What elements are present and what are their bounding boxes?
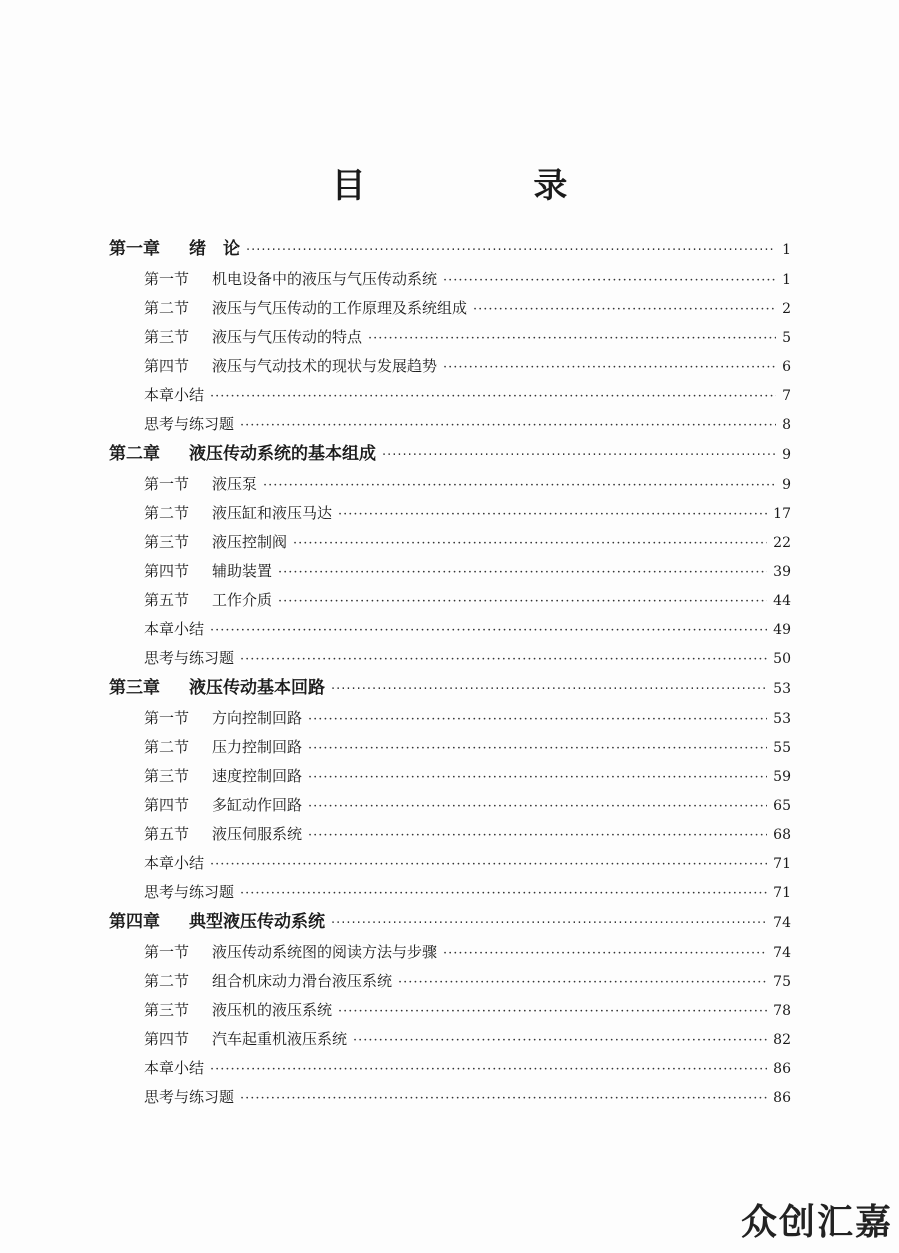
toc-entry-number: 第一节: [144, 709, 190, 727]
toc-entry-number: 第三节: [144, 1001, 190, 1019]
toc-entry-title: 液压与气压传动的工作原理及系统组成: [212, 299, 468, 317]
toc-entry-number: 第四节: [144, 562, 190, 580]
dot-leader: [398, 968, 767, 997]
toc-entry-title: 辅助装置: [212, 562, 273, 580]
toc-entry-title: 多缸动作回路: [212, 796, 303, 814]
dot-leader: [308, 763, 767, 792]
toc-chapter-row[interactable]: [109, 673, 791, 704]
toc-entry-title: 液压缸和液压马达: [212, 504, 333, 522]
toc-entry-title: 思考与练习题: [144, 649, 235, 667]
toc-section-row[interactable]: [109, 938, 791, 967]
dot-leader: [443, 353, 776, 382]
toc-page-number: 39: [773, 564, 791, 580]
dot-leader: [210, 850, 767, 879]
toc-page-number: 55: [773, 740, 791, 756]
dot-leader: [240, 879, 767, 908]
toc-section-row[interactable]: [109, 1054, 791, 1083]
toc-section-row[interactable]: [109, 704, 791, 733]
toc-entry-number: 第一节: [144, 270, 190, 288]
toc-page-number: 53: [773, 681, 791, 697]
toc-page-number: 86: [773, 1061, 791, 1077]
toc-page-number: 7: [782, 388, 791, 404]
dot-leader: [308, 734, 767, 763]
toc-entry-title: 汽车起重机液压系统: [212, 1030, 348, 1048]
toc-page-number: 1: [782, 272, 791, 288]
toc-section-row[interactable]: [109, 967, 791, 996]
toc-entry-number: 第五节: [144, 591, 190, 609]
toc-page-number: 74: [773, 945, 791, 961]
toc-page-number: 1: [782, 242, 791, 258]
dot-leader: [338, 500, 767, 529]
toc-entry-title: 液压与气压传动的特点: [212, 328, 363, 346]
toc-entry-title: 典型液压传动系统: [189, 912, 325, 932]
toc-section-row[interactable]: [109, 733, 791, 762]
toc-section-row[interactable]: [109, 615, 791, 644]
dot-leader: [473, 295, 776, 324]
toc-entry-title: 本章小结: [144, 854, 205, 872]
toc-page-number: 17: [773, 506, 791, 522]
toc-page-number: 68: [773, 827, 791, 843]
toc-section-row[interactable]: [109, 762, 791, 791]
dot-leader: [240, 411, 776, 440]
dot-leader: [331, 908, 767, 939]
toc-entry-title: 思考与练习题: [144, 1088, 235, 1106]
dot-leader: [240, 1084, 767, 1113]
toc-entry-title: 绪 论: [189, 239, 240, 259]
toc-entry-title: 思考与练习题: [144, 883, 235, 901]
toc-section-row[interactable]: [109, 996, 791, 1025]
table-of-contents: [109, 234, 791, 1112]
toc-section-row[interactable]: [109, 499, 791, 528]
toc-entry-number: 第四节: [144, 796, 190, 814]
toc-section-row[interactable]: [109, 410, 791, 439]
toc-section-row[interactable]: [109, 644, 791, 673]
toc-section-row[interactable]: [109, 265, 791, 294]
toc-entry-title: 液压与气动技术的现状与发展趋势: [212, 357, 438, 375]
dot-leader: [246, 235, 776, 266]
toc-entry-number: 第三节: [144, 767, 190, 785]
toc-entry-number: 第二节: [144, 299, 190, 317]
toc-entry-title: 本章小结: [144, 1059, 205, 1077]
toc-page-number: 59: [773, 769, 791, 785]
toc-page-number: 74: [773, 915, 791, 931]
dot-leader: [308, 792, 767, 821]
toc-section-row[interactable]: [109, 323, 791, 352]
dot-leader: [293, 529, 767, 558]
toc-entry-number: 第二章: [109, 444, 160, 464]
page-title: 目 录: [331, 166, 646, 206]
toc-section-row[interactable]: [109, 878, 791, 907]
toc-section-row[interactable]: [109, 1083, 791, 1112]
toc-entry-number: 第四节: [144, 1030, 190, 1048]
toc-page-number: 2: [782, 301, 791, 317]
toc-section-row[interactable]: [109, 791, 791, 820]
toc-entry-title: 本章小结: [144, 386, 205, 404]
dot-leader: [308, 705, 767, 734]
dot-leader: [382, 440, 776, 471]
toc-section-row[interactable]: [109, 381, 791, 410]
dot-leader: [338, 997, 767, 1026]
toc-page-number: 75: [773, 974, 791, 990]
toc-entry-title: 液压传动基本回路: [189, 678, 325, 698]
dot-leader: [263, 471, 776, 500]
toc-entry-number: 第四章: [109, 912, 160, 932]
toc-entry-title: 压力控制回路: [212, 738, 303, 756]
toc-entry-number: 第一节: [144, 943, 190, 961]
toc-entry-number: 第五节: [144, 825, 190, 843]
toc-section-row[interactable]: [109, 294, 791, 323]
toc-page-number: 44: [773, 593, 791, 609]
toc-section-row[interactable]: [109, 470, 791, 499]
toc-entry-title: 液压控制阀: [212, 533, 288, 551]
dot-leader: [331, 674, 767, 705]
toc-entry-number: 第一节: [144, 475, 190, 493]
toc-entry-number: 第三节: [144, 328, 190, 346]
toc-section-row[interactable]: [109, 586, 791, 615]
toc-page-number: 71: [773, 856, 791, 872]
toc-page-number: 65: [773, 798, 791, 814]
toc-entry-number: 第二节: [144, 504, 190, 522]
toc-section-row[interactable]: [109, 352, 791, 381]
dot-leader: [278, 587, 767, 616]
toc-entry-title: 液压泵: [212, 475, 258, 493]
toc-entry-title: 液压传动系统图的阅读方法与步骤: [212, 943, 438, 961]
toc-page-number: 6: [782, 359, 791, 375]
toc-entry-title: 液压机的液压系统: [212, 1001, 333, 1019]
toc-entry-number: 第二节: [144, 972, 190, 990]
toc-entry-title: 机电设备中的液压与气压传动系统: [212, 270, 438, 288]
toc-entry-number: 第三章: [109, 678, 160, 698]
toc-page-number: 78: [773, 1003, 791, 1019]
toc-page-number: 8: [782, 417, 791, 433]
toc-entry-title: 液压传动系统的基本组成: [189, 444, 376, 464]
toc-section-row[interactable]: [109, 849, 791, 878]
dot-leader: [210, 382, 776, 411]
dot-leader: [443, 266, 776, 295]
dot-leader: [210, 1055, 767, 1084]
toc-chapter-row[interactable]: [109, 907, 791, 938]
dot-leader: [210, 616, 767, 645]
toc-page-number: 50: [773, 651, 791, 667]
toc-page-number: 9: [782, 447, 791, 463]
toc-entry-title: 工作介质: [212, 591, 273, 609]
toc-page-number: 71: [773, 885, 791, 901]
toc-entry-number: 第三节: [144, 533, 190, 551]
dot-leader: [353, 1026, 767, 1055]
toc-page-number: 49: [773, 622, 791, 638]
toc-entry-number: 第一章: [109, 239, 160, 259]
toc-page-number: 9: [782, 477, 791, 493]
toc-section-row[interactable]: [109, 1025, 791, 1054]
toc-entry-title: 组合机床动力滑台液压系统: [212, 972, 393, 990]
toc-section-row[interactable]: [109, 820, 791, 849]
dot-leader: [368, 324, 776, 353]
toc-entry-title: 思考与练习题: [144, 415, 235, 433]
toc-chapter-row[interactable]: [109, 234, 791, 265]
toc-page-number: 86: [773, 1090, 791, 1106]
watermark-logo: 众创汇嘉: [740, 1202, 893, 1243]
dot-leader: [308, 821, 767, 850]
toc-page-number: 22: [773, 535, 791, 551]
dot-leader: [443, 939, 767, 968]
toc-section-row[interactable]: [109, 528, 791, 557]
toc-page-number: 53: [773, 711, 791, 727]
dot-leader: [240, 645, 767, 674]
toc-chapter-row[interactable]: [109, 439, 791, 470]
toc-entry-title: 方向控制回路: [212, 709, 303, 727]
toc-entry-number: 第二节: [144, 738, 190, 756]
toc-entry-title: 液压伺服系统: [212, 825, 303, 843]
toc-entry-title: 速度控制回路: [212, 767, 303, 785]
toc-page-number: 82: [773, 1032, 791, 1048]
toc-section-row[interactable]: [109, 557, 791, 586]
toc-page-number: 5: [782, 330, 791, 346]
dot-leader: [278, 558, 767, 587]
toc-entry-title: 本章小结: [144, 620, 205, 638]
toc-entry-number: 第四节: [144, 357, 190, 375]
